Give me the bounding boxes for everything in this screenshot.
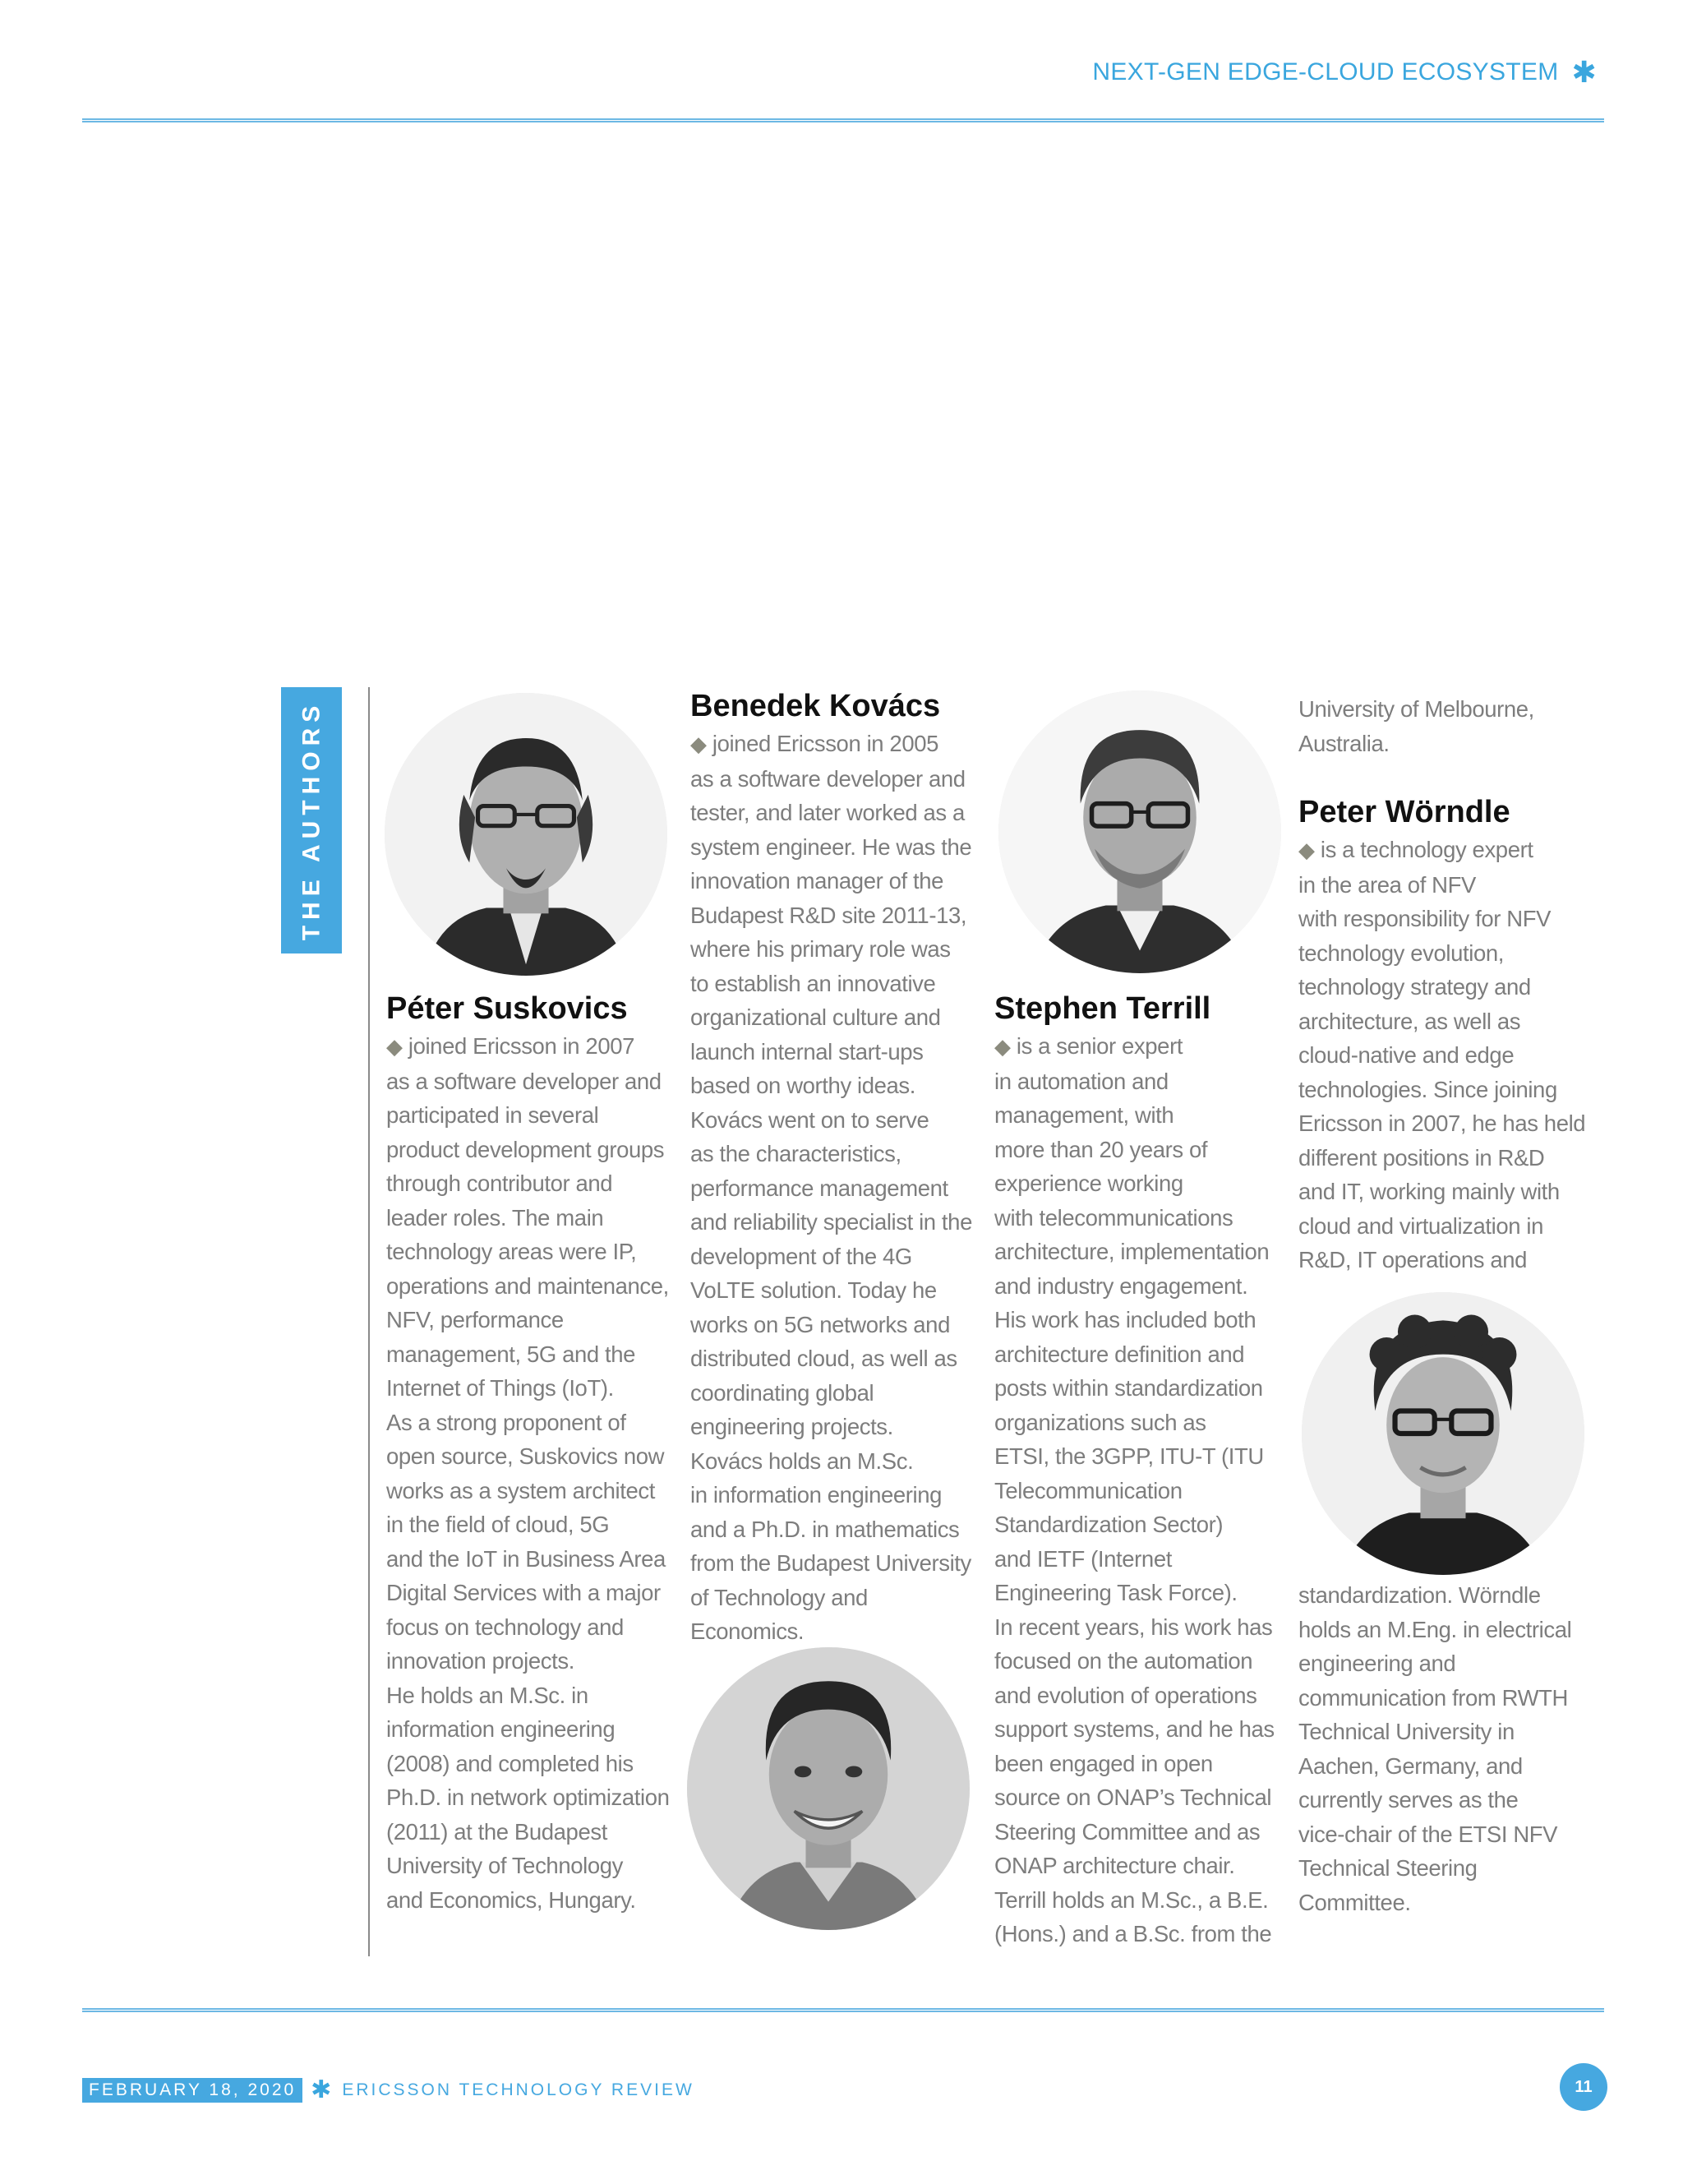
portrait-photo-icon (687, 1647, 970, 1930)
author-name: Stephen Terrill (994, 991, 1211, 1026)
page-footer (82, 2078, 694, 2103)
section-vertical-rule (368, 687, 370, 1956)
author-card-peter-worndle (1298, 692, 1602, 1277)
asterisk-icon: ✱ (311, 2076, 334, 2103)
issue-date: FEBRUARY 18, 2020 (82, 2078, 302, 2103)
author-bio-worndle-continued: standardization. Wörndle holds an M.Eng. in electrical engineering and communication from RWTH Technical University in Aachen, Germany, and currently serves as the vice-chair of the ETSI NFV Technical Steering Committee. (1298, 1582, 1572, 1915)
portrait-photo-icon (998, 690, 1281, 973)
diamond-bullet-icon: ◆ (1298, 838, 1315, 862)
author-name: Peter Wörndle (1298, 795, 1510, 829)
author-name: Benedek Kovács (690, 689, 941, 723)
page-number: 11 (1560, 2063, 1607, 2111)
bottom-divider (82, 2008, 1604, 2012)
diamond-bullet-icon: ◆ (386, 1034, 403, 1059)
running-header (1092, 55, 1597, 89)
section-label-tab (281, 687, 342, 953)
author-bio: ◆ joined Ericsson in 2005 as a software developer and tester, and later worked as a system engineer. He was the innovation manager of the Budapest R&D site 2011-13, where his primary role was to establish an innovative organizational culture and launch internal start-ups based on worthy ideas. Kovács went on to serve as the characteristics, performance management and reliability specialist in the development of the 4G VoLTE solution. Today he works on 5G networks and distributed cloud, as well as coordinating global engineering projects. Kovács holds an M.Sc. in information engineering and a Ph.D. in mathematics from the Budapest University of Technology and Economics. (690, 731, 972, 1644)
asterisk-icon: ✱ (1571, 55, 1597, 89)
section-label: THE AUTHORS (297, 700, 325, 941)
author-photo-benedek-kovacs (687, 1647, 970, 1930)
header-title: NEXT-GEN EDGE-CLOUD ECOSYSTEM (1092, 58, 1559, 85)
author-photo-peter-worndle (1302, 1292, 1584, 1575)
author-bio: ◆ joined Ericsson in 2007 as a software developer and participated in several product development groups through contributor and leader roles. The main technology areas were IP, operations and maintenance, NFV, performance management, 5G and the Internet of Things (IoT). As a strong proponent of open source, Suskovics now works as a system architect in the field of cloud, 5G and the IoT in Business Area Digital Services with a major focus on technology and innovation projects. He holds an M.Sc. in information engineering (2008) and completed his Ph.D. in network optimization (2011) at the Budapest University of Technology and Economics, Hungary. (386, 1033, 670, 1913)
publication-name: ERICSSON TECHNOLOGY REVIEW (342, 2080, 694, 2099)
diamond-bullet-icon: ◆ (690, 732, 707, 756)
author-bio: ◆ is a senior expert in automation and management, with more than 20 years of experience working with telecommunications architecture, implementation and industry engagement. His work has included both architecture definition and posts within standardization organizations such as ETSI, the 3GPP, ITU-T (ITU Telecommunication Standardization Sector) and IETF (Internet Engineering Task Force). In recent years, his work has focused on the automation and evolution of operations support systems, and he has been engaged in open source on ONAP’s Technical Steering Committee and as ONAP architecture chair. Terrill holds an M.Sc., a B.E. (Hons.) and a B.Sc. from the (994, 1033, 1275, 1946)
author-name: Péter Suskovics (386, 991, 628, 1026)
author-card-stephen-terrill (994, 988, 1298, 1951)
author-photo-peter-suskovics (385, 693, 667, 976)
diamond-bullet-icon: ◆ (994, 1034, 1011, 1059)
portrait-photo-icon (1302, 1292, 1584, 1575)
top-divider (82, 118, 1604, 122)
author-photo-stephen-terrill (998, 690, 1281, 973)
author-card-benedek-kovacs (690, 686, 994, 1649)
author-bio-continued: University of Melbourne, Australia. (1298, 696, 1534, 756)
author-card-peter-suskovics (386, 988, 690, 1917)
portrait-photo-icon (385, 693, 667, 976)
author-bio: ◆ is a technology expert in the area of NFV with responsibility for NFV technology evolution, technology strategy and architecture, as well as cloud-native and edge technologies. Since joining Ericsson in 2007, he has held different positions in R&D and IT, working mainly with cloud and virtualization in R&D, IT operations and (1298, 837, 1586, 1272)
